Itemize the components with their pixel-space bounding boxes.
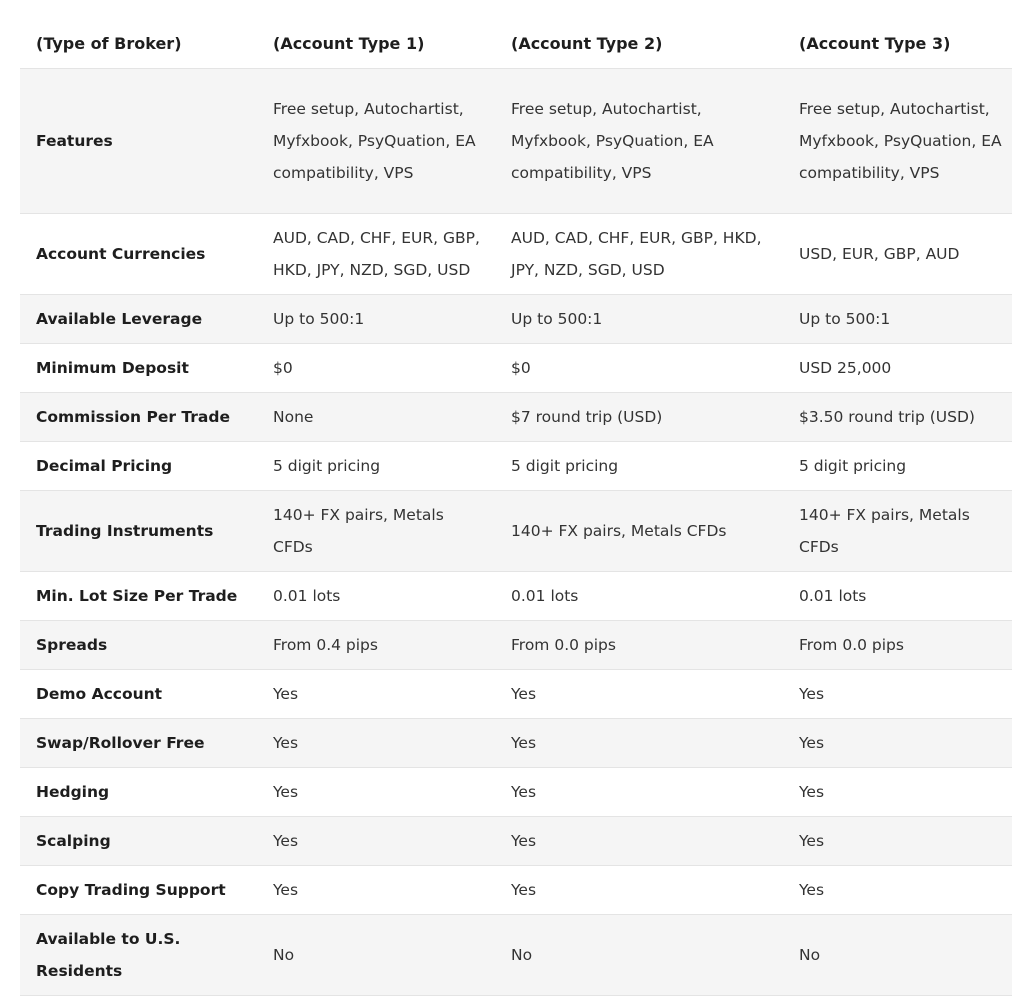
table-row-trading-instruments [20,491,1012,572]
cell-account-type-3: 140+ FX pairs, Metals CFDs [783,491,1012,572]
cell-account-type-2: Yes [495,768,783,817]
header-account-type-3: (Account Type 3) [783,20,1012,69]
cell-account-type-1: Yes [257,719,495,768]
cell-account-type-3: $3.50 round trip (USD) [783,393,1012,442]
row-label: Features [20,69,257,214]
table-row-scalping [20,817,1012,866]
header-account-type-1: (Account Type 1) [257,20,495,69]
cell-account-type-1: Yes [257,817,495,866]
row-label: Available to U.S. Residents [20,915,257,996]
table-row-features [20,69,1012,214]
table-row-commission-per-trade [20,393,1012,442]
cell-account-type-2: Yes [495,719,783,768]
header-account-type-2: (Account Type 2) [495,20,783,69]
cell-account-type-3: Yes [783,768,1012,817]
cell-account-type-1: From 0.4 pips [257,621,495,670]
cell-account-type-3: 5 digit pricing [783,442,1012,491]
row-label: Scalping [20,817,257,866]
cell-account-type-1: AUD, CAD, CHF, EUR, GBP, HKD, JPY, NZD, SGD, USD [257,214,495,295]
cell-account-type-1: Yes [257,866,495,915]
row-label: Demo Account [20,670,257,719]
table-row-minimum-deposit [20,344,1012,393]
table-row-spreads [20,621,1012,670]
cell-account-type-2: Yes [495,866,783,915]
table-row-min-lot-size [20,572,1012,621]
row-label: Min. Lot Size Per Trade [20,572,257,621]
cell-account-type-1: 140+ FX pairs, Metals CFDs [257,491,495,572]
header-row [20,20,1012,69]
table-header [20,20,1012,69]
cell-account-type-3: Yes [783,866,1012,915]
row-label: Available Leverage [20,295,257,344]
row-label: Account Currencies [20,214,257,295]
cell-account-type-1: Yes [257,670,495,719]
row-label: Hedging [20,768,257,817]
table-row-us-residents [20,915,1012,996]
row-label: Commission Per Trade [20,393,257,442]
cell-account-type-1: Up to 500:1 [257,295,495,344]
row-label: Swap/Rollover Free [20,719,257,768]
cell-account-type-1: Free setup, Autochartist, Myfxbook, PsyQuation, EA compatibility, VPS [257,69,495,214]
cell-account-type-3: USD, EUR, GBP, AUD [783,214,1012,295]
cell-account-type-2: 140+ FX pairs, Metals CFDs [495,491,783,572]
row-label: Trading Instruments [20,491,257,572]
row-label: Decimal Pricing [20,442,257,491]
cell-account-type-2: $7 round trip (USD) [495,393,783,442]
table-row-account-currencies [20,214,1012,295]
cell-account-type-2: No [495,915,783,996]
cell-account-type-2: AUD, CAD, CHF, EUR, GBP, HKD, JPY, NZD, SGD, USD [495,214,783,295]
cell-account-type-2: Yes [495,817,783,866]
cell-account-type-1: Yes [257,768,495,817]
cell-account-type-2: From 0.0 pips [495,621,783,670]
table-row-hedging [20,768,1012,817]
cell-account-type-3: 0.01 lots [783,572,1012,621]
cell-account-type-2: $0 [495,344,783,393]
cell-account-type-3: Yes [783,719,1012,768]
header-broker-type: (Type of Broker) [20,20,257,69]
row-label: Spreads [20,621,257,670]
cell-account-type-2: Up to 500:1 [495,295,783,344]
cell-account-type-3: Up to 500:1 [783,295,1012,344]
cell-account-type-3: Yes [783,817,1012,866]
cell-account-type-3: Free setup, Autochartist, Myfxbook, PsyQuation, EA compatibility, VPS [783,69,1012,214]
table-row-swap-rollover-free [20,719,1012,768]
table-row-decimal-pricing [20,442,1012,491]
row-label: Copy Trading Support [20,866,257,915]
cell-account-type-3: USD 25,000 [783,344,1012,393]
cell-account-type-2: Yes [495,670,783,719]
table-body [20,69,1012,996]
cell-account-type-1: $0 [257,344,495,393]
cell-account-type-2: 5 digit pricing [495,442,783,491]
cell-account-type-1: 0.01 lots [257,572,495,621]
cell-account-type-1: None [257,393,495,442]
cell-account-type-3: No [783,915,1012,996]
cell-account-type-2: 0.01 lots [495,572,783,621]
broker-comparison-container [20,20,1012,996]
cell-account-type-2: Free setup, Autochartist, Myfxbook, PsyQuation, EA compatibility, VPS [495,69,783,214]
table-row-available-leverage [20,295,1012,344]
cell-account-type-3: From 0.0 pips [783,621,1012,670]
table-row-demo-account [20,670,1012,719]
cell-account-type-3: Yes [783,670,1012,719]
table-row-copy-trading-support [20,866,1012,915]
broker-comparison-table [20,20,1012,996]
cell-account-type-1: 5 digit pricing [257,442,495,491]
cell-account-type-1: No [257,915,495,996]
row-label: Minimum Deposit [20,344,257,393]
